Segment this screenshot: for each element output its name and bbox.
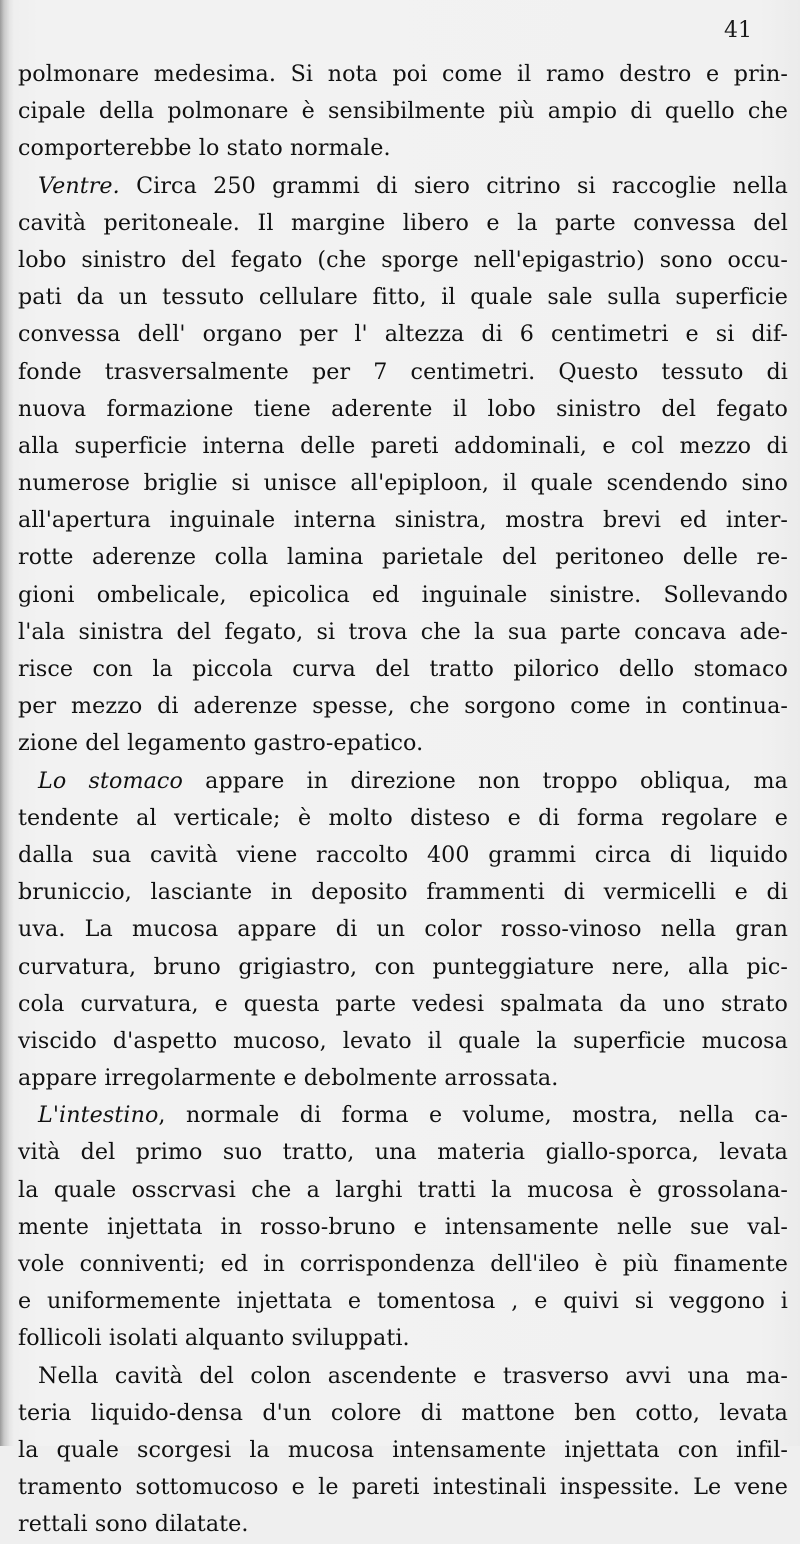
text-line: vità del primo suo tratto, una materia giallo-sporca, levata: [18, 1139, 788, 1166]
text-line: risce con la piccola curva del tratto pilorico dello stomaco: [18, 656, 788, 682]
text-line: la quale osscrvasi che a larghi tratti la mucosa è grossolana-: [18, 1176, 788, 1203]
text-run: appare in direzione non troppo obliqua, ma: [182, 767, 788, 794]
text-line: vole conniventi; ed in corrispondenza dell'ileo è più finamente: [18, 1251, 788, 1277]
text-line: polmonare medesima. Si nota poi come il ramo destro e prin-: [18, 61, 788, 87]
text-line: rettali sono dilatate.: [18, 1511, 249, 1538]
section-line-intestino: [18, 1097, 788, 1134]
text-line: la quale scorgesi la mucosa intensamente injettata con infil-: [18, 1436, 788, 1463]
text-line: zione del legamento gastro-epatico.: [18, 730, 424, 757]
text-line: lobo sinistro del fegato (che sporge nell'epigastrio) sono occu-: [18, 246, 788, 273]
text-line: cipale della polmonare è sensibilmente più ampio di quello che: [18, 98, 788, 125]
text-line: appare irregolarmente e debolmente arrossata.: [18, 1065, 559, 1092]
text-line: nuova formazione tiene aderente il lobo sinistro del fegato: [18, 395, 788, 422]
text-line: per mezzo di aderenze spesse, che sorgono come in continua-: [18, 693, 788, 720]
text-line: pati da un tessuto cellulare fitto, il quale sale sulla superficie: [18, 284, 788, 311]
text-run: , normale di forma e volume, mostra, nella ca-: [158, 1102, 788, 1129]
text-line: cola curvatura, e questa parte vedesi spalmata da uno strato: [18, 990, 788, 1017]
page-number: 41: [724, 18, 752, 43]
text-run: Circa 250 grammi di siero citrino si raccoglie nella: [119, 172, 788, 199]
text-line: teria liquido-densa d'un colore di mattone ben cotto, levata: [18, 1399, 788, 1426]
text-line: alla superficie interna delle pareti addominali, e col mezzo di: [18, 432, 788, 459]
section-line-stomaco: [18, 763, 788, 800]
text-line: viscido d'aspetto mucoso, levato il quale la superficie mucosa: [18, 1027, 788, 1054]
section-heading-ventre: Ventre.: [38, 172, 120, 199]
text-line: cavità peritoneale. Il margine libero e la parte convessa del: [18, 209, 788, 236]
section-heading-intestino: L'intestino: [38, 1102, 159, 1129]
text-line: convessa dell' organo per l' altezza di 6 centimetri e si dif-: [18, 321, 788, 348]
text-line: comporterebbe lo stato normale.: [18, 135, 391, 162]
section-line-ventre: [18, 168, 788, 205]
text-line: gioni ombelicale, epicolica ed inguinale sinistre. Sollevando: [18, 581, 788, 608]
text-line: dalla sua cavità viene raccolto 400 grammi circa di liquido: [18, 841, 788, 868]
page-spine-shadow: [0, 0, 14, 1446]
text-line: uva. La mucosa appare di un color rosso-vinoso nella gran: [18, 916, 788, 943]
text-line: mente injettata in rosso-bruno e intensamente nelle sue val-: [18, 1213, 788, 1240]
text-line: tendente al verticale; è molto disteso e di forma regolare e: [18, 804, 788, 831]
text-line: e uniformemente injettata e tomentosa , e quivi si veggono i: [18, 1288, 788, 1315]
section-heading-stomaco: Lo stomaco: [38, 767, 183, 794]
text-line: l'ala sinistra del fegato, si trova che la sua parte concava ade-: [18, 618, 788, 645]
text-line: rotte aderenze colla lamina parietale del peritoneo delle re-: [18, 544, 788, 571]
text-line: Nella cavità del colon ascendente e trasverso avvi una ma-: [38, 1362, 788, 1389]
text-line: fonde trasversalmente per 7 centimetri. Questo tessuto di: [18, 358, 788, 385]
text-line: follicoli isolati alquanto sviluppati.: [18, 1325, 410, 1352]
text-line: all'apertura inguinale interna sinistra, mostra brevi ed inter-: [18, 507, 788, 534]
text-line: bruniccio, lasciante in deposito frammenti di vermicelli e di: [18, 879, 788, 906]
text-line: tramento sottomucoso e le pareti intestinali inspessite. Le vene: [18, 1474, 788, 1501]
text-line: curvatura, bruno grigiastro, con punteggiature nere, alla pic-: [18, 953, 788, 980]
body-text: [18, 56, 788, 1544]
text-line: numerose briglie si unisce all'epiploon, il quale scendendo sino: [18, 470, 788, 497]
